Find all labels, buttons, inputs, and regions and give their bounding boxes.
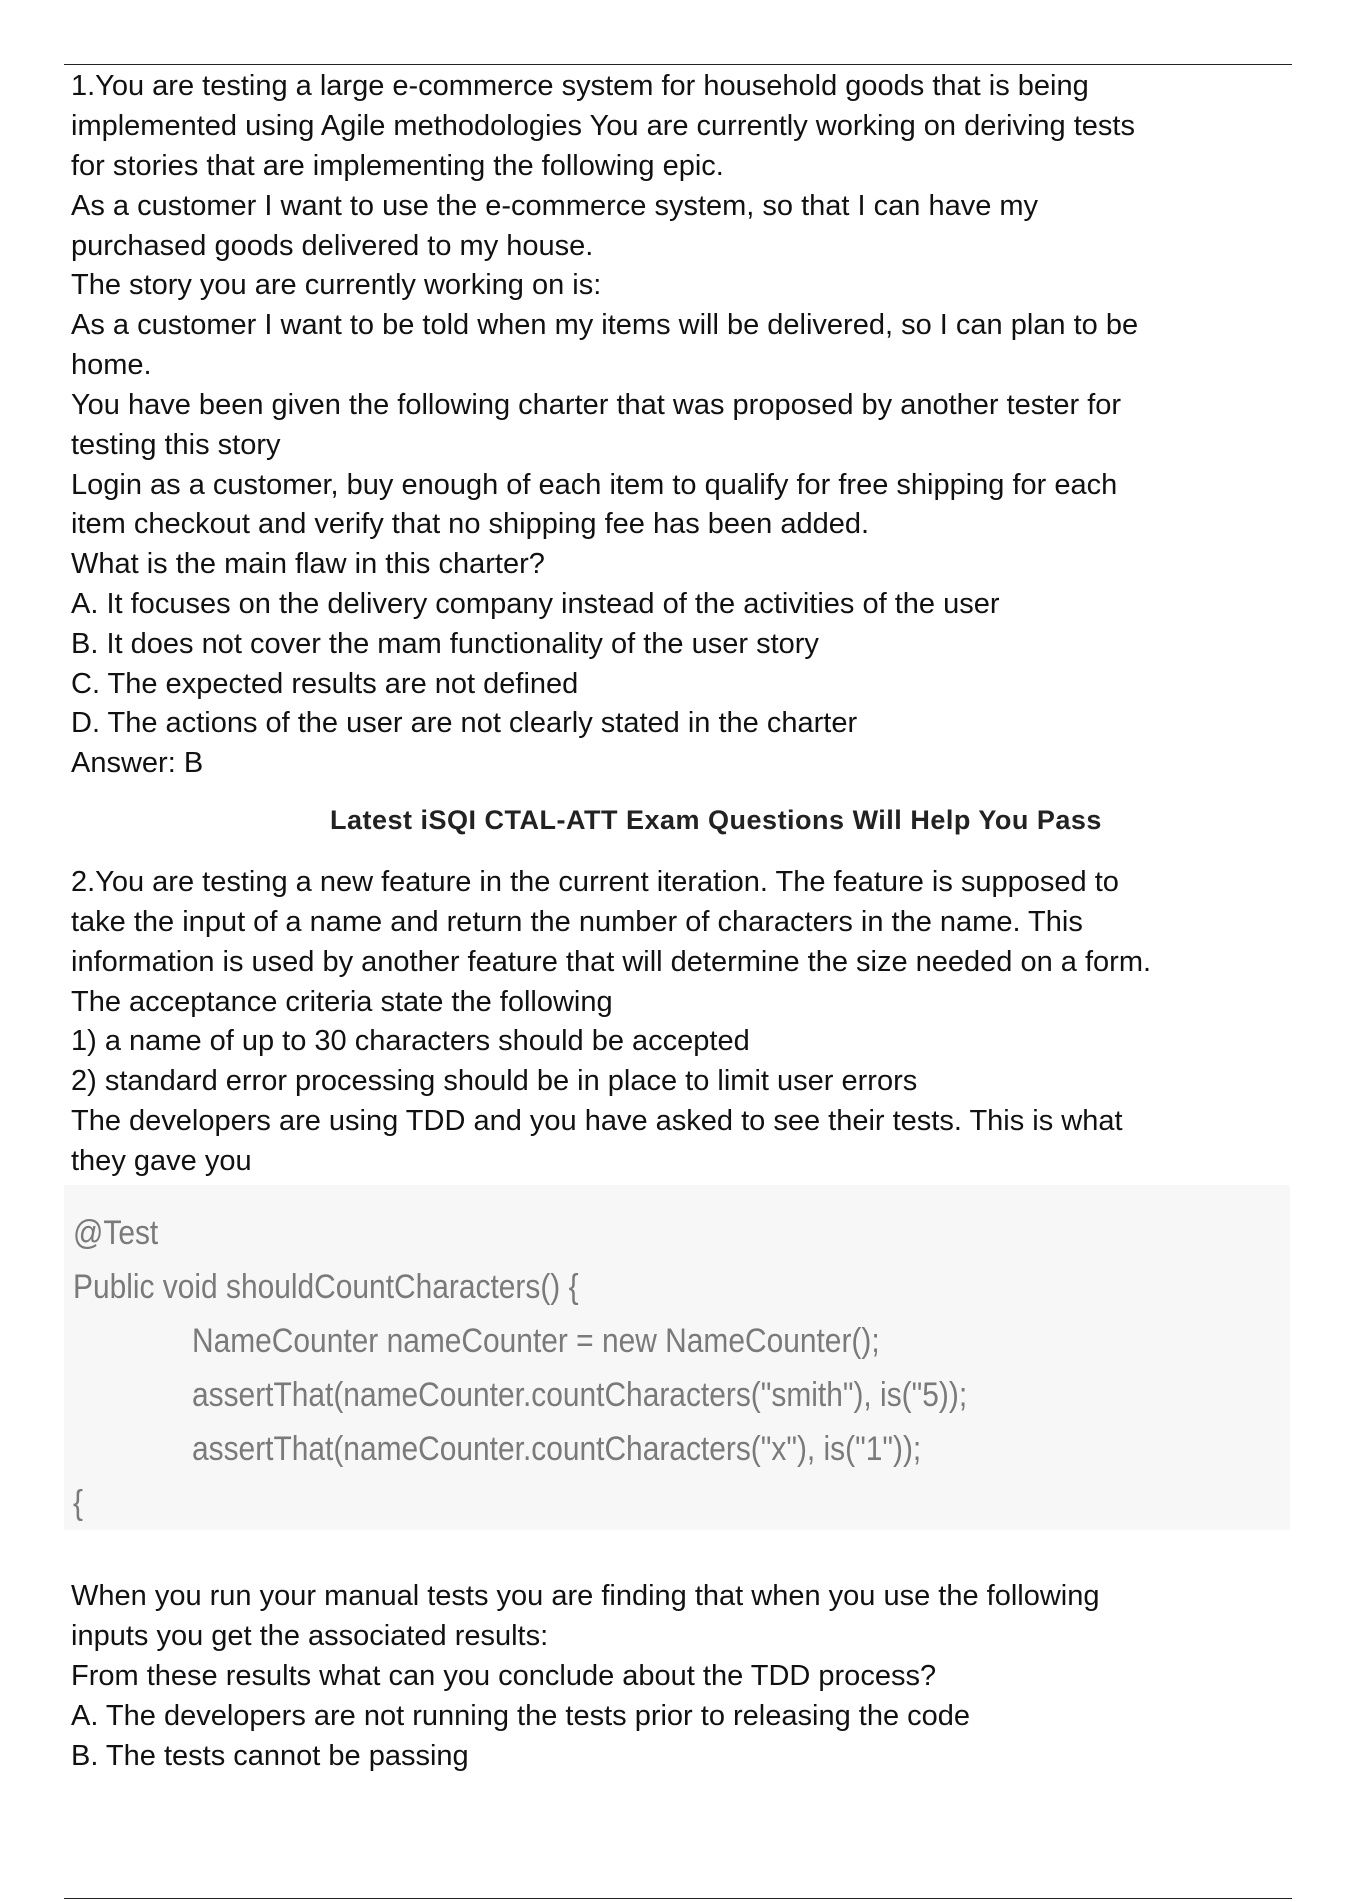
q2-option-b: B. The tests cannot be passing bbox=[71, 1740, 469, 1772]
q2-question: From these results what can you conclude about the TDD process? bbox=[71, 1660, 937, 1692]
q2-line: 1) a name of up to 30 characters should be accepted bbox=[71, 1025, 750, 1057]
q1-line: As a customer I want to be told when my items will be delivered, so I can plan to be bbox=[71, 309, 1139, 341]
code-line: assertThat(nameCounter.countCharacters("smith"), is("5)); bbox=[192, 1376, 968, 1414]
q1-line: As a customer I want to use the e-commerce system, so that I can have my bbox=[71, 190, 1039, 222]
q1-option-b: B. It does not cover the mam functionality of the user story bbox=[71, 628, 819, 660]
code-line: Public void shouldCountCharacters() { bbox=[73, 1268, 579, 1306]
q1-line: testing this story bbox=[71, 429, 281, 461]
q1-line: 1.You are testing a large e-commerce system for household goods that is being bbox=[71, 70, 1089, 102]
code-line: assertThat(nameCounter.countCharacters("x"), is("1")); bbox=[192, 1430, 922, 1468]
q1-line: You have been given the following charter that was proposed by another tester for bbox=[71, 389, 1122, 421]
q1-line: The story you are currently working on is: bbox=[71, 269, 602, 301]
q1-answer: Answer: B bbox=[71, 747, 204, 779]
q2-line: The developers are using TDD and you have asked to see their tests. This is what bbox=[71, 1105, 1123, 1137]
q2-line: take the input of a name and return the number of characters in the name. This bbox=[71, 906, 1083, 938]
q1-line: purchased goods delivered to my house. bbox=[71, 230, 594, 262]
q1-option-c: C. The expected results are not defined bbox=[71, 668, 579, 700]
code-line: { bbox=[73, 1484, 83, 1522]
q1-line: implemented using Agile methodologies You are currently working on deriving tests bbox=[71, 110, 1135, 142]
q1-option-a: A. It focuses on the delivery company instead of the activities of the user bbox=[71, 588, 1000, 620]
code-line: @Test bbox=[73, 1214, 159, 1252]
bottom-rule bbox=[64, 1898, 1292, 1899]
q2-line: The acceptance criteria state the following bbox=[71, 986, 613, 1018]
q2-line: inputs you get the associated results: bbox=[71, 1620, 549, 1652]
q2-line: they gave you bbox=[71, 1145, 252, 1177]
q2-line: 2.You are testing a new feature in the current iteration. The feature is supposed to bbox=[71, 866, 1119, 898]
q2-line: information is used by another feature that will determine the size needed on a form. bbox=[71, 946, 1152, 978]
watermark: Latest iSQI CTAL-ATT Exam Questions Will Help You Pass bbox=[330, 805, 1102, 835]
q1-option-d: D. The actions of the user are not clearly stated in the charter bbox=[71, 707, 858, 739]
q1-line: for stories that are implementing the following epic. bbox=[71, 150, 724, 182]
q2-option-a: A. The developers are not running the tests prior to releasing the code bbox=[71, 1700, 971, 1732]
q2-line: When you run your manual tests you are finding that when you use the following bbox=[71, 1580, 1100, 1612]
code-image bbox=[64, 1185, 1290, 1530]
q2-line: 2) standard error processing should be in place to limit user errors bbox=[71, 1065, 918, 1097]
q1-question: What is the main flaw in this charter? bbox=[71, 548, 545, 580]
q1-line: home. bbox=[71, 349, 152, 381]
code-line: NameCounter nameCounter = new NameCounter(); bbox=[192, 1322, 880, 1360]
top-rule bbox=[64, 64, 1292, 65]
q1-line: item checkout and verify that no shipping fee has been added. bbox=[71, 508, 870, 540]
q1-line: Login as a customer, buy enough of each item to qualify for free shipping for each bbox=[71, 469, 1118, 501]
